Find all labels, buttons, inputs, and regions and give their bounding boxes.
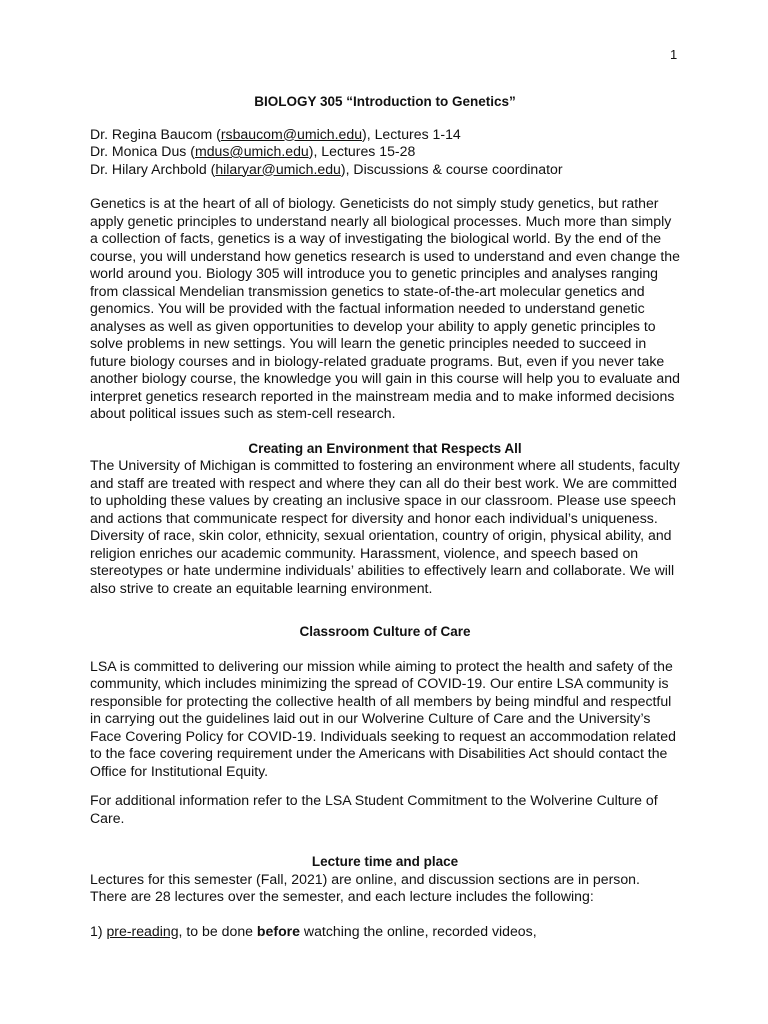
item-text: , to be done bbox=[178, 922, 257, 939]
instructor-role: ), Lectures 1-14 bbox=[362, 125, 461, 142]
instructor-name: Dr. Hilary Archbold ( bbox=[90, 160, 216, 177]
care-paragraph: LSA is committed to delivering our mission while aiming to protect the health and safety of the community, which includes minimizing the spread of COVID-19. Our entire LSA community is responsible for protecting the collective health of all members by being mindful and respectful in carrying out the guidelines laid out in our Wolverine Culture of Care and the University’s Face Covering Policy for COVID-19. Individuals seeking to request an accommodation related to the face covering requirement under the Americans with Disabilities Act should contact the Office for Institutional Equity. bbox=[90, 657, 676, 779]
lecture-item-1 bbox=[90, 923, 680, 941]
instructor-name: Dr. Monica Dus ( bbox=[90, 143, 195, 159]
instructor-role: ), Discussions & course coordinator bbox=[340, 160, 563, 177]
instructor-archbold bbox=[90, 161, 680, 179]
email-link-baucom[interactable]: rsbaucom@umich.edu bbox=[220, 125, 363, 142]
lecture-paragraph: Lectures for this semester (Fall, 2021) are online, and discussion sections are in person. There are 28 lectures over the semester, and each lecture includes the following: bbox=[90, 870, 640, 904]
lecture-heading: Lecture time and place bbox=[311, 854, 459, 869]
instructor-dus bbox=[90, 143, 680, 161]
item-text-rest: watching the online, recorded videos, bbox=[300, 922, 537, 939]
email-link-archbold[interactable]: hilaryar@umich.edu bbox=[215, 160, 341, 177]
page-number: 1 bbox=[670, 47, 678, 62]
email-link-dus[interactable]: mdus@umich.edu bbox=[194, 143, 309, 159]
care-heading: Classroom Culture of Care bbox=[299, 624, 471, 639]
respect-heading: Creating an Environment that Respects All bbox=[248, 440, 522, 456]
document-title: BIOLOGY 305 “Introduction to Genetics” bbox=[254, 94, 516, 109]
page-content bbox=[90, 93, 680, 940]
instructor-name: Dr. Regina Baucom ( bbox=[90, 125, 221, 142]
instructor-list bbox=[90, 126, 680, 179]
item-number: 1) bbox=[90, 922, 107, 939]
respect-paragraph: The University of Michigan is committed to fostering an environment where all students, faculty and staff are treated with respect and where they can all do their best work. We are committed to upholding these values by creating an inclusive space in our classroom. Please use speech and actions that communicate respect for diversity and honor each individual’s uniqueness. Diversity of race, skin color, ethnicity, sexual orientation, country of origin, physical ability, and religion enriches our academic community. Harassment, violence, and speech based on stereotypes or hate undermine individuals’ abilities to effectively learn and collaborate. We will also strive to create an equitable learning environment. bbox=[90, 457, 680, 596]
instructor-role: ), Lectures 15-28 bbox=[308, 143, 416, 159]
pre-reading-link[interactable]: pre-reading bbox=[106, 922, 179, 939]
instructor-baucom bbox=[90, 126, 680, 144]
intro-paragraph: Genetics is at the heart of all of biology. Geneticists do not simply study genetics, but rather apply genetic principles to understand nearly all biological processes. Much more than simply a collection of facts, genetics is a way of investigating the biological world. By the end of the course, you will understand how genetics research is used to understand and even change the world around you. Biology 305 will introduce you to genetic principles and analyses ranging from classical Mendelian transmission genetics to state-of-the-art molecular genetics and genomics. You will be provided with the factual information needed to understand genetic analyses as well as given opportunities to develop your ability to apply genetic principles to solve problems in new settings. You will learn the genetic principles needed to succeed in future biology courses and in biology-related graduate programs. But, even if you never take another biology course, the knowledge you will gain in this course will help you to evaluate and interpret genetics research reported in the mainstream media and to make informed decisions about political issues such as stem-cell research. bbox=[90, 195, 680, 421]
item-emphasis: before bbox=[256, 922, 300, 939]
care-additional-paragraph: For additional information refer to the LSA Student Commitment to the Wolverine Culture of Care. bbox=[90, 792, 658, 826]
